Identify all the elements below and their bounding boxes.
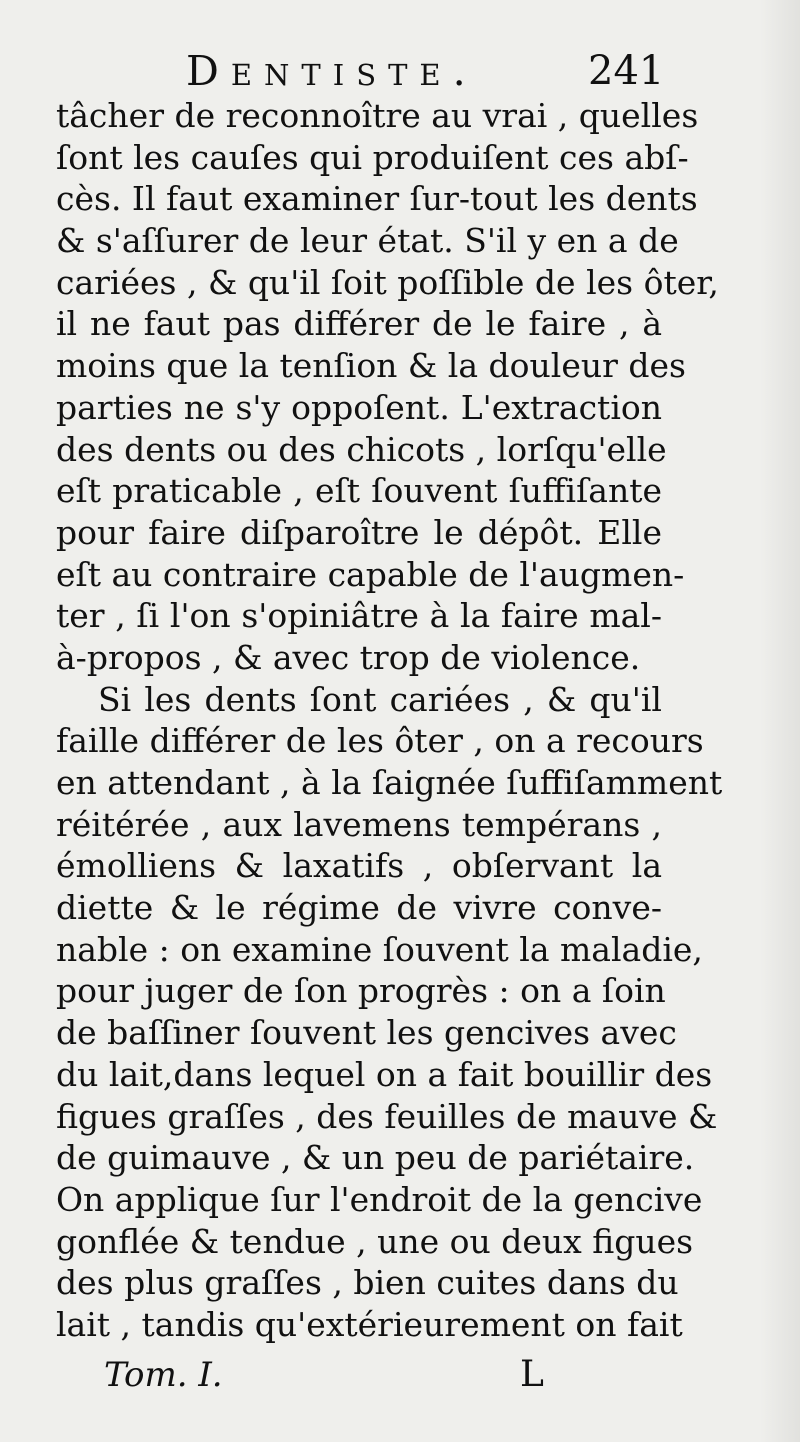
body-text [56,95,723,1346]
text-line: lait , tandis qu'extérieurement on fait [56,1304,683,1344]
text-line: tâcher de reconnoître au vrai , quelles [56,96,699,135]
text-line: des dents ou des chicots , lorſqu'elle [56,429,667,469]
text-line: & s'aſſurer de leur état. S'il y en a de [56,221,679,261]
text-line: parties ne s'y oppoſent. L'extraction [56,387,662,427]
text-line: pour faire diſparoître le dépôt. Elle [56,512,662,552]
page-number: 241 [588,48,665,94]
text-line: à-propos , & avec trop de violence. [56,637,641,677]
paragraph-first-line: Si les dents ſont cariées , & qu'il [98,679,662,719]
text-line: du lait,dans lequel on a fait bouillir des [56,1054,713,1094]
text-line: ſont les cauſes qui produiſent ces abſ- [56,137,689,177]
text-line: en attendant , à la ſaignée ſuffiſamment [56,763,723,802]
text-line: gonflée & tendue , une ou deux figues [56,1221,694,1261]
text-line: réitérée , aux lavemens tempérans , [56,804,662,844]
text-line: pour juger de ſon progrès : on a ſoin [56,971,666,1011]
text-line: cès. Il faut examiner ſur-tout les dents [56,179,698,219]
text-line: émolliens & laxatifs , obſervant la [56,846,662,886]
text-line: diette & le régime de vivre conve- [56,888,662,928]
text-line: On applique ſur l'endroit de la gencive [56,1179,703,1219]
text-line: ter , ſi l'on s'opiniâtre à la faire mal- [56,596,662,636]
running-head: Dentiste. [186,47,478,95]
text-line: figues graſſes , des feuilles de mauve & [56,1096,718,1136]
text-line: des plus graſſes , bien cuites dans du [56,1263,679,1303]
volume-mark: Tom. I. [104,1355,223,1395]
page-edge-shadow [760,0,800,1442]
text-line: faille différer de les ôter , on a recours [56,721,704,761]
text-line: eſt au contraire capable de l'augmen- [56,554,685,594]
signature-mark: L [520,1354,544,1395]
text-line: de baſſiner ſouvent les gencives avec [56,1013,677,1053]
text-line: cariées , & qu'il ſoit poſſible de les ôter, [56,262,719,302]
text-line: de guimauve , & un peu de pariétaire. [56,1138,695,1178]
text-line: eſt praticable , eſt ſouvent ſuffiſante [56,471,662,511]
text-line: il ne faut pas différer de le faire , à [56,304,662,344]
text-line: moins que la tenſion & la douleur des [56,346,686,386]
text-line: nable : on examine ſouvent la maladie, [56,929,703,969]
